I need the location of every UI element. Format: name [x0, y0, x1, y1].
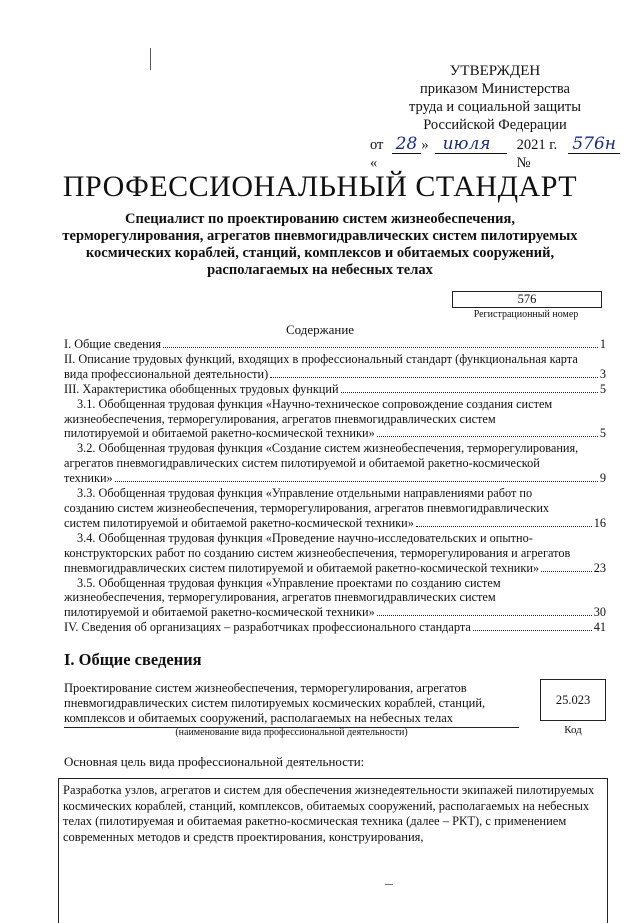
approval-block: [370, 62, 620, 172]
order-month: июля: [435, 135, 507, 154]
section-title: I. Общие сведения: [64, 650, 202, 669]
order-number: 576н: [568, 135, 620, 154]
toc-entry-3[interactable]: [64, 382, 606, 397]
order-close-quote: »: [421, 137, 429, 153]
goal-label: Основная цель вида профессиональной деятельности:: [64, 754, 365, 769]
order-year: 2021 г. №: [516, 137, 558, 171]
toc-entry-text: агрегатов пневмогидравлических систем пилотируемой и обитаемой ракетно-космической: [64, 456, 540, 471]
toc-entry-text: III. Характеристика обобщенных трудовых функций: [64, 381, 339, 396]
document-title: ПРОФЕССИОНАЛЬНЫЙ СТАНДАРТ: [62, 170, 578, 203]
toc-entry-page: 5: [599, 426, 606, 441]
table-of-contents: [64, 337, 606, 635]
order-line: [370, 135, 620, 172]
toc-entry-3-4[interactable]: [64, 531, 606, 576]
approval-line-1: приказом Министерства: [420, 81, 570, 97]
order-from: от «: [370, 137, 384, 171]
toc-entry-text: 3.3. Обобщенная трудовая функция «Управление отдельными направлениями работ по: [77, 486, 533, 501]
toc-entry-2[interactable]: [64, 352, 606, 382]
goal-text-box: Разработка узлов, агрегатов и систем для обеспечения жизнедеятельности экипажей пилотируемых космических кораблей, станций, комплексов, обитаемых сооружений, располагаемых на небесных телах (пилотируемая и обитаемая ракетно-космическая техника (далее – РКТ), с применением современных методов и средств проектирования, конструирования,: [58, 778, 608, 923]
toc-entry-page: 9: [599, 471, 606, 486]
toc-entry-text: IV. Сведения об организациях – разработчиках профессионального стандарта: [64, 620, 471, 635]
toc-entry-text: 3.4. Обобщенная трудовая функция «Проведение научно-исследовательских и опытно-: [77, 530, 533, 545]
toc-entry-text: 3.5. Обобщенная трудовая функция «Управление проектами по созданию систем: [77, 575, 501, 590]
toc-entry-page: 3: [599, 366, 606, 381]
toc-entry-page: 41: [593, 620, 606, 635]
toc-entry-text: 3.1. Обобщенная трудовая функция «Научно-техническое сопровождение создания систем: [77, 396, 553, 411]
toc-entry-text: вида профессиональной деятельности): [64, 366, 269, 381]
toc-heading: Содержание: [285, 322, 355, 337]
toc-entry-page: 5: [599, 381, 606, 396]
approval-line-3: Российской Федерации: [423, 117, 567, 133]
activity-kind-name: Проектирование систем жизнеобеспечения, терморегулирования, агрегатов пневмогидравлических систем пилотируемых космических кораблей, станций, комплексов и обитаемых сооружений, располагаемых на небесных телах: [64, 681, 519, 728]
activity-code-caption: Код: [564, 724, 582, 736]
toc-entry-text: созданию систем жизнеобеспечения, терморегулирования, агрегатов пневмогидравлических: [64, 500, 550, 515]
toc-entry-3-1[interactable]: [64, 397, 606, 442]
toc-entry-text: конструкторских работ по созданию систем жизнеобеспечения, терморегулирования и агрегатов: [64, 545, 571, 560]
scan-artifact: [150, 48, 151, 70]
toc-entry-text: жизнеобеспечения, терморегулирования, агрегатов пневмогидравлических систем: [64, 590, 496, 605]
toc-entry-1[interactable]: [64, 337, 606, 352]
toc-entry-text: I. Общие сведения: [64, 337, 161, 351]
toc-entry-3-5[interactable]: [64, 576, 606, 621]
toc-entry-text: II. Описание трудовых функций, входящих в профессиональный стандарт (функциональная карта: [64, 351, 578, 366]
toc-entry-text: пилотируемой и обитаемой ракетно-космической техники»: [64, 426, 375, 441]
toc-entry-page: 23: [593, 560, 606, 575]
toc-entry-text: систем пилотируемой и обитаемой ракетно-космической техники»: [64, 515, 414, 530]
toc-entry-text: пилотируемой и обитаемой ракетно-космической техники»: [64, 605, 375, 620]
document-subtitle: Специалист по проектированию систем жизнеобеспечения, терморегулирования, агрегатов пневмогидравлических систем пилотируемых космических кораблей, станций, комплексов и обитаемых сооружений, располагаемых на небесных телах: [62, 211, 578, 278]
activity-kind-caption: (наименование вида профессиональной деятельности): [175, 727, 408, 738]
toc-entry-text: пневмогидравлических систем пилотируемой и обитаемой ракетно-космической техники»: [64, 560, 540, 575]
approval-line-2: труда и социальной защиты: [409, 99, 581, 115]
toc-entry-page: 30: [593, 605, 606, 620]
toc-entry-text: 3.2. Обобщенная трудовая функция «Создание систем жизнеобеспечения, терморегулирования,: [77, 441, 579, 456]
toc-entry-4[interactable]: [64, 620, 606, 635]
toc-entry-page: 1: [599, 337, 606, 351]
activity-code-box: 25.023: [540, 679, 606, 721]
registration-number-box: 576: [452, 291, 602, 308]
toc-entry-text: жизнеобеспечения, терморегулирования, агрегатов пневмогидравлических систем: [64, 411, 496, 426]
toc-entry-3-2[interactable]: [64, 441, 606, 486]
order-day: 28: [392, 135, 422, 154]
toc-entry-3-3[interactable]: [64, 486, 606, 531]
approved-label: УТВЕРЖДЕН: [449, 63, 541, 79]
registration-number-caption: Регистрационный номер: [473, 309, 579, 320]
scan-artifact: [385, 884, 393, 885]
toc-entry-text: техники»: [64, 471, 113, 486]
toc-entry-page: 16: [593, 515, 606, 530]
